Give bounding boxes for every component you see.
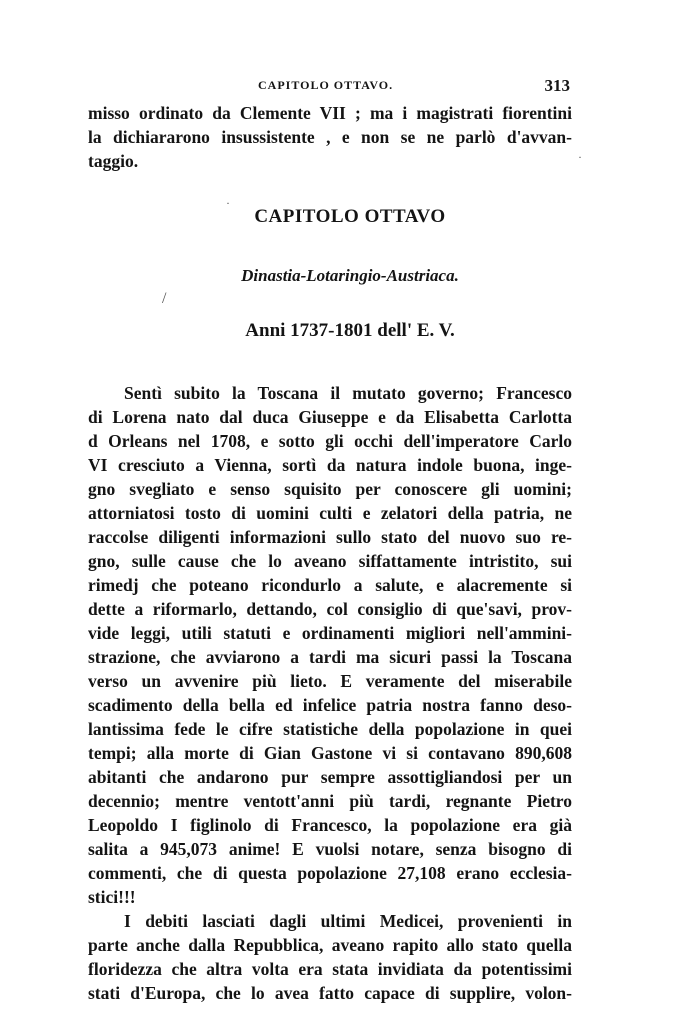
- text-line: misso ordinato da Clemente VII ; ma i magistrati fiorentini: [88, 103, 572, 123]
- stray-mark: ·: [578, 150, 582, 164]
- page-number: 313: [544, 76, 570, 95]
- text-line: tempi; alla morte di Gian Gastone vi si contavano 890,608: [88, 743, 572, 763]
- text-line: lantissima fede le cifre statistiche della popolazione in quei: [88, 719, 572, 739]
- text-line: di Lorena nato dal duca Giuseppe e da Elisabetta Carlotta: [88, 407, 572, 427]
- stray-mark: /: [162, 290, 167, 307]
- text-line: stati d'Europa, che lo avea fatto capace di supplire, volon-: [88, 983, 572, 1003]
- text-line: parte anche dalla Repubblica, aveano rapito allo stato quella: [88, 935, 572, 955]
- text-line: attorniatosi tosto di uomini culti e zelatori della patria, ne: [88, 503, 572, 523]
- text-line: raccolse diligenti informazioni sullo stato del nuovo suo re-: [88, 527, 572, 547]
- text-line: scadimento della bella ed infelice patria nostra fanno deso-: [88, 695, 572, 715]
- text-line: dette a riformarlo, dettando, col consiglio di que'savi, prov-: [88, 599, 572, 619]
- stray-mark: ·: [226, 196, 230, 210]
- text-line: taggio.: [88, 151, 139, 171]
- text-line: d Orleans nel 1708, e sotto gli occhi dell'imperatore Carlo: [88, 431, 572, 451]
- text-line: vide leggi, utili statuti e ordinamenti migliori nell'ammini-: [88, 623, 572, 643]
- chapter-subtitle: Dinastia-Lotaringio-Austriaca.: [241, 266, 459, 285]
- text-line: Sentì subito la Toscana il mutato governo; Francesco: [124, 383, 572, 403]
- text-line: verso un avvenire più lieto. E veramente del miserabile: [88, 671, 572, 691]
- chapter-title: CAPITOLO OTTAVO: [254, 206, 446, 227]
- text-line: rimedj che poteano ricondurlo a salute, e alacremente si: [88, 575, 572, 595]
- text-line: strazione, che avviarono a tardi ma sicuri passi la Toscana: [88, 647, 572, 667]
- text-line: abitanti che andarono pur sempre assottigliandosi per un: [88, 767, 572, 787]
- page-header: [88, 76, 570, 98]
- text-line: la dichiararono insussistente , e non se ne parlò d'avvan-: [88, 127, 572, 147]
- text-line: I debiti lasciati dagli ultimi Medicei, provenienti in: [124, 911, 572, 931]
- text-line: salita a 945,073 anime! E vuolsi notare, senza bisogno di: [88, 839, 572, 859]
- text-line: stici!!!: [88, 887, 136, 907]
- running-title: CAPITOLO OTTAVO.: [258, 78, 394, 92]
- text-line: Leopoldo I figlinolo di Francesco, la popolazione era già: [88, 815, 572, 835]
- text-line: gno, sulle cause che lo aveano siffattamente intristito, sui: [88, 551, 572, 571]
- text-line: gno svegliato e senso squisito per conoscere gli uomini;: [88, 479, 572, 499]
- text-line: commenti, che di questa popolazione 27,108 erano ecclesia-: [88, 863, 572, 883]
- text-line: VI cresciuto a Vienna, sortì da natura indole buona, inge-: [88, 455, 572, 475]
- text-line: decennio; mentre ventott'anni più tardi, regnante Pietro: [88, 791, 572, 811]
- text-line: floridezza che altra volta era stata invidiata da potentissimi: [88, 959, 572, 979]
- chapter-years: Anni 1737-1801 dell' E. V.: [245, 320, 455, 341]
